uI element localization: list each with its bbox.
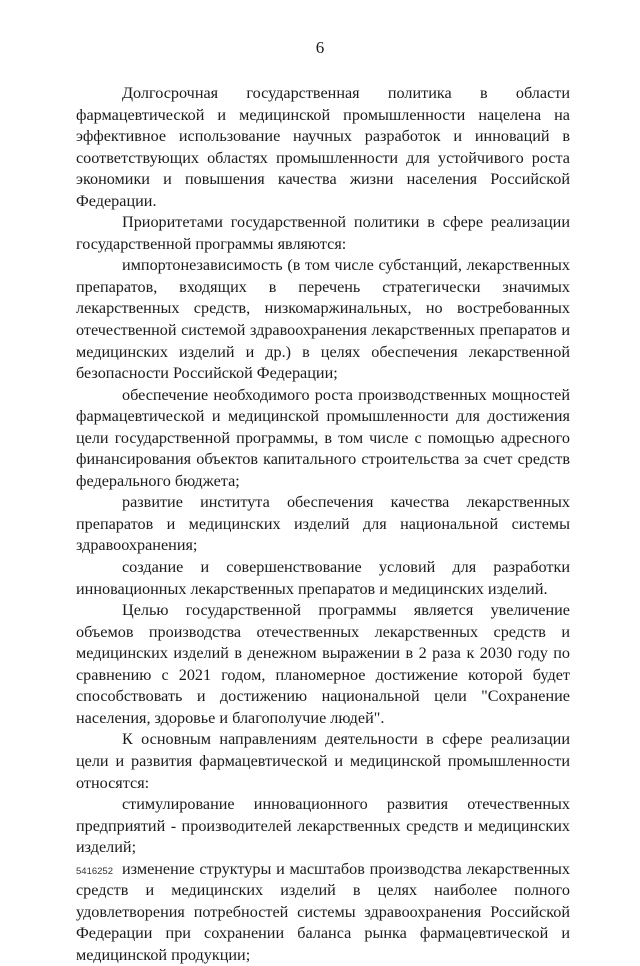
paragraph-quality-institute: развитие института обеспечения качества лекарственных препаратов и медицинских изделий для национальной системы здравоохранения; <box>76 493 570 555</box>
paragraph-program-goal: Целью государственной программы является увеличение объемов производства отечественных лекарственных средств и медицинских изделий в денежном выражении в 2 раза к 2030 году по сравнению с 2021 годом, планомерное достижение которой будет способствовать и достижению национальной цели "Сохранение населения, здоровье и благополучие людей". <box>76 601 570 727</box>
paragraph-long-term-policy: Долгосрочная государственная политика в области фармацевтической и медицинской промышленности нацелена на эффективное использование научных разработок и инноваций в соответствующих областях промышленности для устойчивого роста экономики и повышения качества жизни населения Российской Федерации. <box>76 84 570 210</box>
page-number: 6 <box>315 38 325 57</box>
paragraph-innovation-stimulation: стимулирование инновационного развития отечественных предприятий - производителей лекарственных средств и медицинских изделий; <box>76 795 570 857</box>
paragraph-production-structure: изменение структуры и масштабов производства лекарственных средств и медицинских изделий в целях наиболее полного удовлетворения потребностей системы здравоохранения Российской Федерации при сохранении баланса рынка фармацевтической и медицинской продукции; <box>76 859 570 964</box>
document-body <box>76 83 570 966</box>
paragraph-main-directions-intro: К основным направлениям деятельности в сфере реализации цели и развития фармацевтической и медицинской промышленности относятся: <box>76 730 570 792</box>
paragraph-priorities-intro: Приоритетами государственной политики в сфере реализации государственной программы являются: <box>76 213 570 253</box>
paragraph-capacity-growth: обеспечение необходимого роста производственных мощностей фармацевтической и медицинской промышленности для достижения цели государственной программы, в том числе с помощью адресного финансирования объектов капитального строительства за счет средств федерального бюджета; <box>76 385 570 490</box>
paragraph-import-independence: импортонезависимость (в том числе субстанций, лекарственных препаратов, входящих в перечень стратегически значимых лекарственных средств, низкомаржинальных, но востребованных отечественной системой здравоохранения лекарственных препаратов и медицинских изделий и др.) в целях обеспечения лекарственной безопасности Российской Федерации; <box>76 256 570 383</box>
document-id: 5416252 <box>76 866 113 877</box>
paragraph-innovation-conditions: создание и совершенствование условий для разработки инновационных лекарственных препаратов и медицинских изделий. <box>76 558 570 598</box>
